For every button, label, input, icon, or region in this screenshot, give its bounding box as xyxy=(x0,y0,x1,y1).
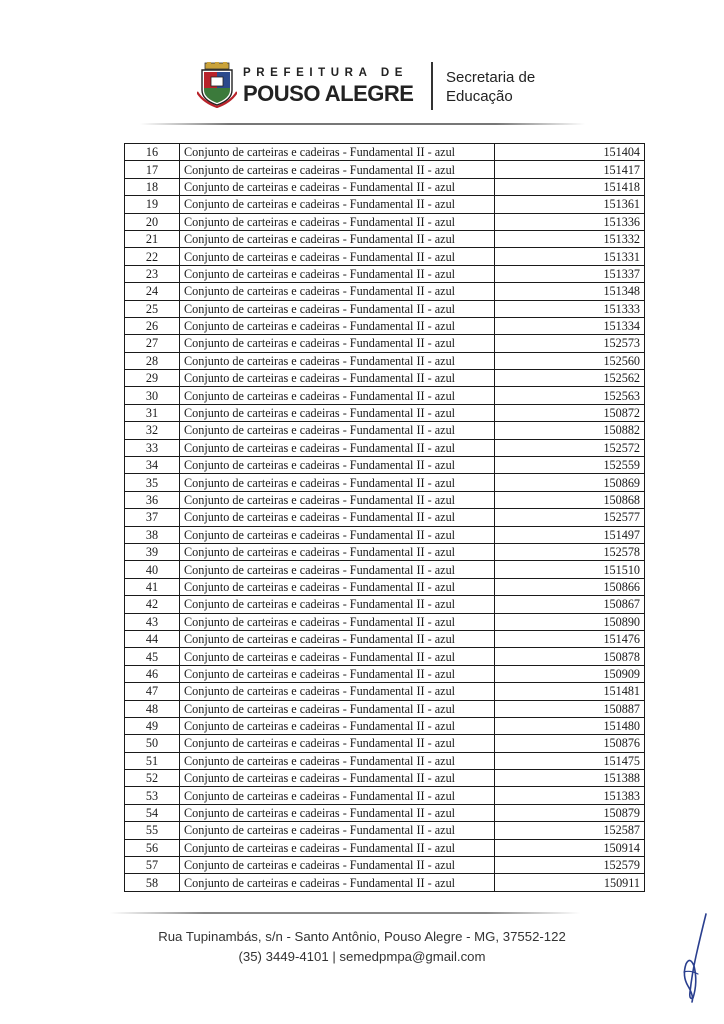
handwritten-signature-icon xyxy=(676,912,710,1004)
asset-code-cell: 152562 xyxy=(495,370,645,387)
item-number-cell: 47 xyxy=(125,683,180,700)
asset-code-cell: 152572 xyxy=(495,439,645,456)
item-number-cell: 17 xyxy=(125,161,180,178)
table-row xyxy=(125,213,645,230)
asset-code-cell: 151331 xyxy=(495,248,645,265)
table-row xyxy=(125,283,645,300)
asset-code-cell: 152559 xyxy=(495,457,645,474)
footer-contact: (35) 3449-4101 | semedpmpa@gmail.com xyxy=(238,949,486,964)
item-description-cell: Conjunto de carteiras e cadeiras - Fundamental II - azul xyxy=(180,613,495,630)
item-number-cell: 38 xyxy=(125,526,180,543)
asset-code-cell: 150909 xyxy=(495,665,645,682)
asset-code-cell: 152577 xyxy=(495,509,645,526)
department-name xyxy=(446,68,535,106)
table-row xyxy=(125,683,645,700)
asset-code-cell: 150867 xyxy=(495,596,645,613)
asset-code-cell: 151336 xyxy=(495,213,645,230)
item-number-cell: 50 xyxy=(125,735,180,752)
item-number-cell: 18 xyxy=(125,178,180,195)
asset-code-cell: 150866 xyxy=(495,578,645,595)
header-rule xyxy=(140,123,585,125)
item-description-cell: Conjunto de carteiras e cadeiras - Fundamental II - azul xyxy=(180,422,495,439)
asset-code-cell: 151510 xyxy=(495,561,645,578)
item-description-cell: Conjunto de carteiras e cadeiras - Fundamental II - azul xyxy=(180,578,495,595)
item-description-cell: Conjunto de carteiras e cadeiras - Fundamental II - azul xyxy=(180,439,495,456)
table-row xyxy=(125,230,645,247)
item-number-cell: 29 xyxy=(125,370,180,387)
item-number-cell: 51 xyxy=(125,752,180,769)
table-row xyxy=(125,735,645,752)
item-number-cell: 42 xyxy=(125,596,180,613)
item-number-cell: 48 xyxy=(125,700,180,717)
item-number-cell: 20 xyxy=(125,213,180,230)
item-description-cell: Conjunto de carteiras e cadeiras - Fundamental II - azul xyxy=(180,230,495,247)
item-description-cell: Conjunto de carteiras e cadeiras - Fundamental II - azul xyxy=(180,509,495,526)
asset-code-cell: 150882 xyxy=(495,422,645,439)
item-description-cell: Conjunto de carteiras e cadeiras - Fundamental II - azul xyxy=(180,717,495,734)
item-number-cell: 49 xyxy=(125,717,180,734)
asset-code-cell: 151333 xyxy=(495,300,645,317)
asset-code-cell: 150890 xyxy=(495,613,645,630)
asset-code-cell: 151383 xyxy=(495,787,645,804)
letterhead xyxy=(0,0,724,130)
inventory-table-body xyxy=(125,144,645,892)
table-row xyxy=(125,700,645,717)
item-number-cell: 52 xyxy=(125,770,180,787)
item-description-cell: Conjunto de carteiras e cadeiras - Fundamental II - azul xyxy=(180,735,495,752)
item-number-cell: 19 xyxy=(125,196,180,213)
item-number-cell: 46 xyxy=(125,665,180,682)
inventory-table xyxy=(124,143,645,892)
item-number-cell: 33 xyxy=(125,439,180,456)
asset-code-cell: 151388 xyxy=(495,770,645,787)
item-description-cell: Conjunto de carteiras e cadeiras - Fundamental II - azul xyxy=(180,178,495,195)
asset-code-cell: 150911 xyxy=(495,874,645,891)
table-row xyxy=(125,509,645,526)
asset-code-cell: 151475 xyxy=(495,752,645,769)
item-description-cell: Conjunto de carteiras e cadeiras - Fundamental II - azul xyxy=(180,770,495,787)
item-number-cell: 28 xyxy=(125,352,180,369)
item-number-cell: 40 xyxy=(125,561,180,578)
item-description-cell: Conjunto de carteiras e cadeiras - Fundamental II - azul xyxy=(180,335,495,352)
table-row xyxy=(125,630,645,647)
item-description-cell: Conjunto de carteiras e cadeiras - Fundamental II - azul xyxy=(180,491,495,508)
item-number-cell: 57 xyxy=(125,857,180,874)
table-row xyxy=(125,248,645,265)
item-description-cell: Conjunto de carteiras e cadeiras - Fundamental II - azul xyxy=(180,213,495,230)
table-row xyxy=(125,196,645,213)
item-description-cell: Conjunto de carteiras e cadeiras - Fundamental II - azul xyxy=(180,804,495,821)
item-description-cell: Conjunto de carteiras e cadeiras - Fundamental II - azul xyxy=(180,317,495,334)
table-row xyxy=(125,839,645,856)
table-row xyxy=(125,491,645,508)
table-row xyxy=(125,404,645,421)
item-description-cell: Conjunto de carteiras e cadeiras - Fundamental II - azul xyxy=(180,648,495,665)
item-number-cell: 27 xyxy=(125,335,180,352)
asset-code-cell: 152587 xyxy=(495,822,645,839)
item-number-cell: 39 xyxy=(125,543,180,560)
table-row xyxy=(125,474,645,491)
table-row xyxy=(125,717,645,734)
table-row xyxy=(125,439,645,456)
item-description-cell: Conjunto de carteiras e cadeiras - Fundamental II - azul xyxy=(180,822,495,839)
item-number-cell: 36 xyxy=(125,491,180,508)
item-number-cell: 55 xyxy=(125,822,180,839)
asset-code-cell: 152579 xyxy=(495,857,645,874)
item-number-cell: 26 xyxy=(125,317,180,334)
table-row xyxy=(125,648,645,665)
item-description-cell: Conjunto de carteiras e cadeiras - Fundamental II - azul xyxy=(180,683,495,700)
table-row xyxy=(125,370,645,387)
item-number-cell: 31 xyxy=(125,404,180,421)
item-description-cell: Conjunto de carteiras e cadeiras - Fundamental II - azul xyxy=(180,300,495,317)
table-row xyxy=(125,457,645,474)
asset-code-cell: 151348 xyxy=(495,283,645,300)
asset-code-cell: 150876 xyxy=(495,735,645,752)
item-description-cell: Conjunto de carteiras e cadeiras - Fundamental II - azul xyxy=(180,352,495,369)
table-row xyxy=(125,822,645,839)
table-row xyxy=(125,387,645,404)
asset-code-cell: 150914 xyxy=(495,839,645,856)
item-number-cell: 44 xyxy=(125,630,180,647)
department-line-1: Secretaria de xyxy=(446,69,536,86)
item-number-cell: 45 xyxy=(125,648,180,665)
item-description-cell: Conjunto de carteiras e cadeiras - Fundamental II - azul xyxy=(180,265,495,282)
item-description-cell: Conjunto de carteiras e cadeiras - Fundamental II - azul xyxy=(180,387,495,404)
table-row xyxy=(125,352,645,369)
table-row xyxy=(125,422,645,439)
asset-code-cell: 150887 xyxy=(495,700,645,717)
asset-code-cell: 150879 xyxy=(495,804,645,821)
asset-code-cell: 151361 xyxy=(495,196,645,213)
table-row xyxy=(125,596,645,613)
asset-code-cell: 151497 xyxy=(495,526,645,543)
department-line-2: Educação xyxy=(446,88,513,105)
item-number-cell: 23 xyxy=(125,265,180,282)
item-number-cell: 24 xyxy=(125,283,180,300)
asset-code-cell: 151480 xyxy=(495,717,645,734)
table-row xyxy=(125,874,645,891)
asset-code-cell: 152563 xyxy=(495,387,645,404)
asset-code-cell: 152560 xyxy=(495,352,645,369)
asset-code-cell: 150868 xyxy=(495,491,645,508)
item-number-cell: 43 xyxy=(125,613,180,630)
table-row xyxy=(125,857,645,874)
asset-code-cell: 151337 xyxy=(495,265,645,282)
table-row xyxy=(125,578,645,595)
asset-code-cell: 150869 xyxy=(495,474,645,491)
item-number-cell: 54 xyxy=(125,804,180,821)
asset-code-cell: 151418 xyxy=(495,178,645,195)
table-row xyxy=(125,543,645,560)
table-row xyxy=(125,300,645,317)
table-row xyxy=(125,526,645,543)
item-number-cell: 21 xyxy=(125,230,180,247)
item-description-cell: Conjunto de carteiras e cadeiras - Fundamental II - azul xyxy=(180,874,495,891)
item-description-cell: Conjunto de carteiras e cadeiras - Fundamental II - azul xyxy=(180,370,495,387)
item-description-cell: Conjunto de carteiras e cadeiras - Fundamental II - azul xyxy=(180,543,495,560)
item-description-cell: Conjunto de carteiras e cadeiras - Fundamental II - azul xyxy=(180,404,495,421)
item-number-cell: 53 xyxy=(125,787,180,804)
brand-top-text: PREFEITURA DE xyxy=(243,67,409,79)
asset-code-cell: 151404 xyxy=(495,144,645,161)
item-number-cell: 22 xyxy=(125,248,180,265)
item-description-cell: Conjunto de carteiras e cadeiras - Fundamental II - azul xyxy=(180,248,495,265)
table-row xyxy=(125,561,645,578)
item-description-cell: Conjunto de carteiras e cadeiras - Fundamental II - azul xyxy=(180,161,495,178)
table-row xyxy=(125,665,645,682)
table-row xyxy=(125,144,645,161)
item-number-cell: 16 xyxy=(125,144,180,161)
item-number-cell: 30 xyxy=(125,387,180,404)
table-row xyxy=(125,161,645,178)
footer-rule xyxy=(110,912,580,914)
brand-logo xyxy=(243,66,413,106)
table-row xyxy=(125,752,645,769)
item-number-cell: 37 xyxy=(125,509,180,526)
asset-code-cell: 151332 xyxy=(495,230,645,247)
item-number-cell: 32 xyxy=(125,422,180,439)
item-description-cell: Conjunto de carteiras e cadeiras - Fundamental II - azul xyxy=(180,144,495,161)
item-description-cell: Conjunto de carteiras e cadeiras - Fundamental II - azul xyxy=(180,474,495,491)
header-divider xyxy=(431,62,433,110)
table-row xyxy=(125,178,645,195)
table-row xyxy=(125,770,645,787)
asset-code-cell: 151481 xyxy=(495,683,645,700)
item-description-cell: Conjunto de carteiras e cadeiras - Fundamental II - azul xyxy=(180,561,495,578)
asset-code-cell: 151476 xyxy=(495,630,645,647)
item-description-cell: Conjunto de carteiras e cadeiras - Fundamental II - azul xyxy=(180,457,495,474)
coat-of-arms-icon xyxy=(197,62,237,108)
item-number-cell: 35 xyxy=(125,474,180,491)
item-description-cell: Conjunto de carteiras e cadeiras - Fundamental II - azul xyxy=(180,630,495,647)
asset-code-cell: 150878 xyxy=(495,648,645,665)
item-number-cell: 41 xyxy=(125,578,180,595)
footer xyxy=(0,927,724,967)
table-row xyxy=(125,804,645,821)
table-row xyxy=(125,787,645,804)
item-description-cell: Conjunto de carteiras e cadeiras - Fundamental II - azul xyxy=(180,283,495,300)
item-description-cell: Conjunto de carteiras e cadeiras - Fundamental II - azul xyxy=(180,596,495,613)
item-description-cell: Conjunto de carteiras e cadeiras - Fundamental II - azul xyxy=(180,857,495,874)
item-number-cell: 56 xyxy=(125,839,180,856)
asset-code-cell: 150872 xyxy=(495,404,645,421)
table-row xyxy=(125,317,645,334)
item-description-cell: Conjunto de carteiras e cadeiras - Fundamental II - azul xyxy=(180,787,495,804)
item-number-cell: 34 xyxy=(125,457,180,474)
brand-bottom-text: POUSO ALEGRE xyxy=(243,81,414,106)
item-description-cell: Conjunto de carteiras e cadeiras - Fundamental II - azul xyxy=(180,196,495,213)
item-number-cell: 58 xyxy=(125,874,180,891)
table-row xyxy=(125,265,645,282)
asset-code-cell: 152578 xyxy=(495,543,645,560)
asset-code-cell: 151334 xyxy=(495,317,645,334)
item-description-cell: Conjunto de carteiras e cadeiras - Fundamental II - azul xyxy=(180,526,495,543)
item-description-cell: Conjunto de carteiras e cadeiras - Fundamental II - azul xyxy=(180,752,495,769)
inventory-table-wrapper xyxy=(124,143,645,892)
table-row xyxy=(125,335,645,352)
footer-address: Rua Tupinambás, s/n - Santo Antônio, Pouso Alegre - MG, 37552-122 xyxy=(158,929,566,944)
item-description-cell: Conjunto de carteiras e cadeiras - Fundamental II - azul xyxy=(180,839,495,856)
item-description-cell: Conjunto de carteiras e cadeiras - Fundamental II - azul xyxy=(180,665,495,682)
table-row xyxy=(125,613,645,630)
asset-code-cell: 151417 xyxy=(495,161,645,178)
asset-code-cell: 152573 xyxy=(495,335,645,352)
item-description-cell: Conjunto de carteiras e cadeiras - Fundamental II - azul xyxy=(180,700,495,717)
item-number-cell: 25 xyxy=(125,300,180,317)
